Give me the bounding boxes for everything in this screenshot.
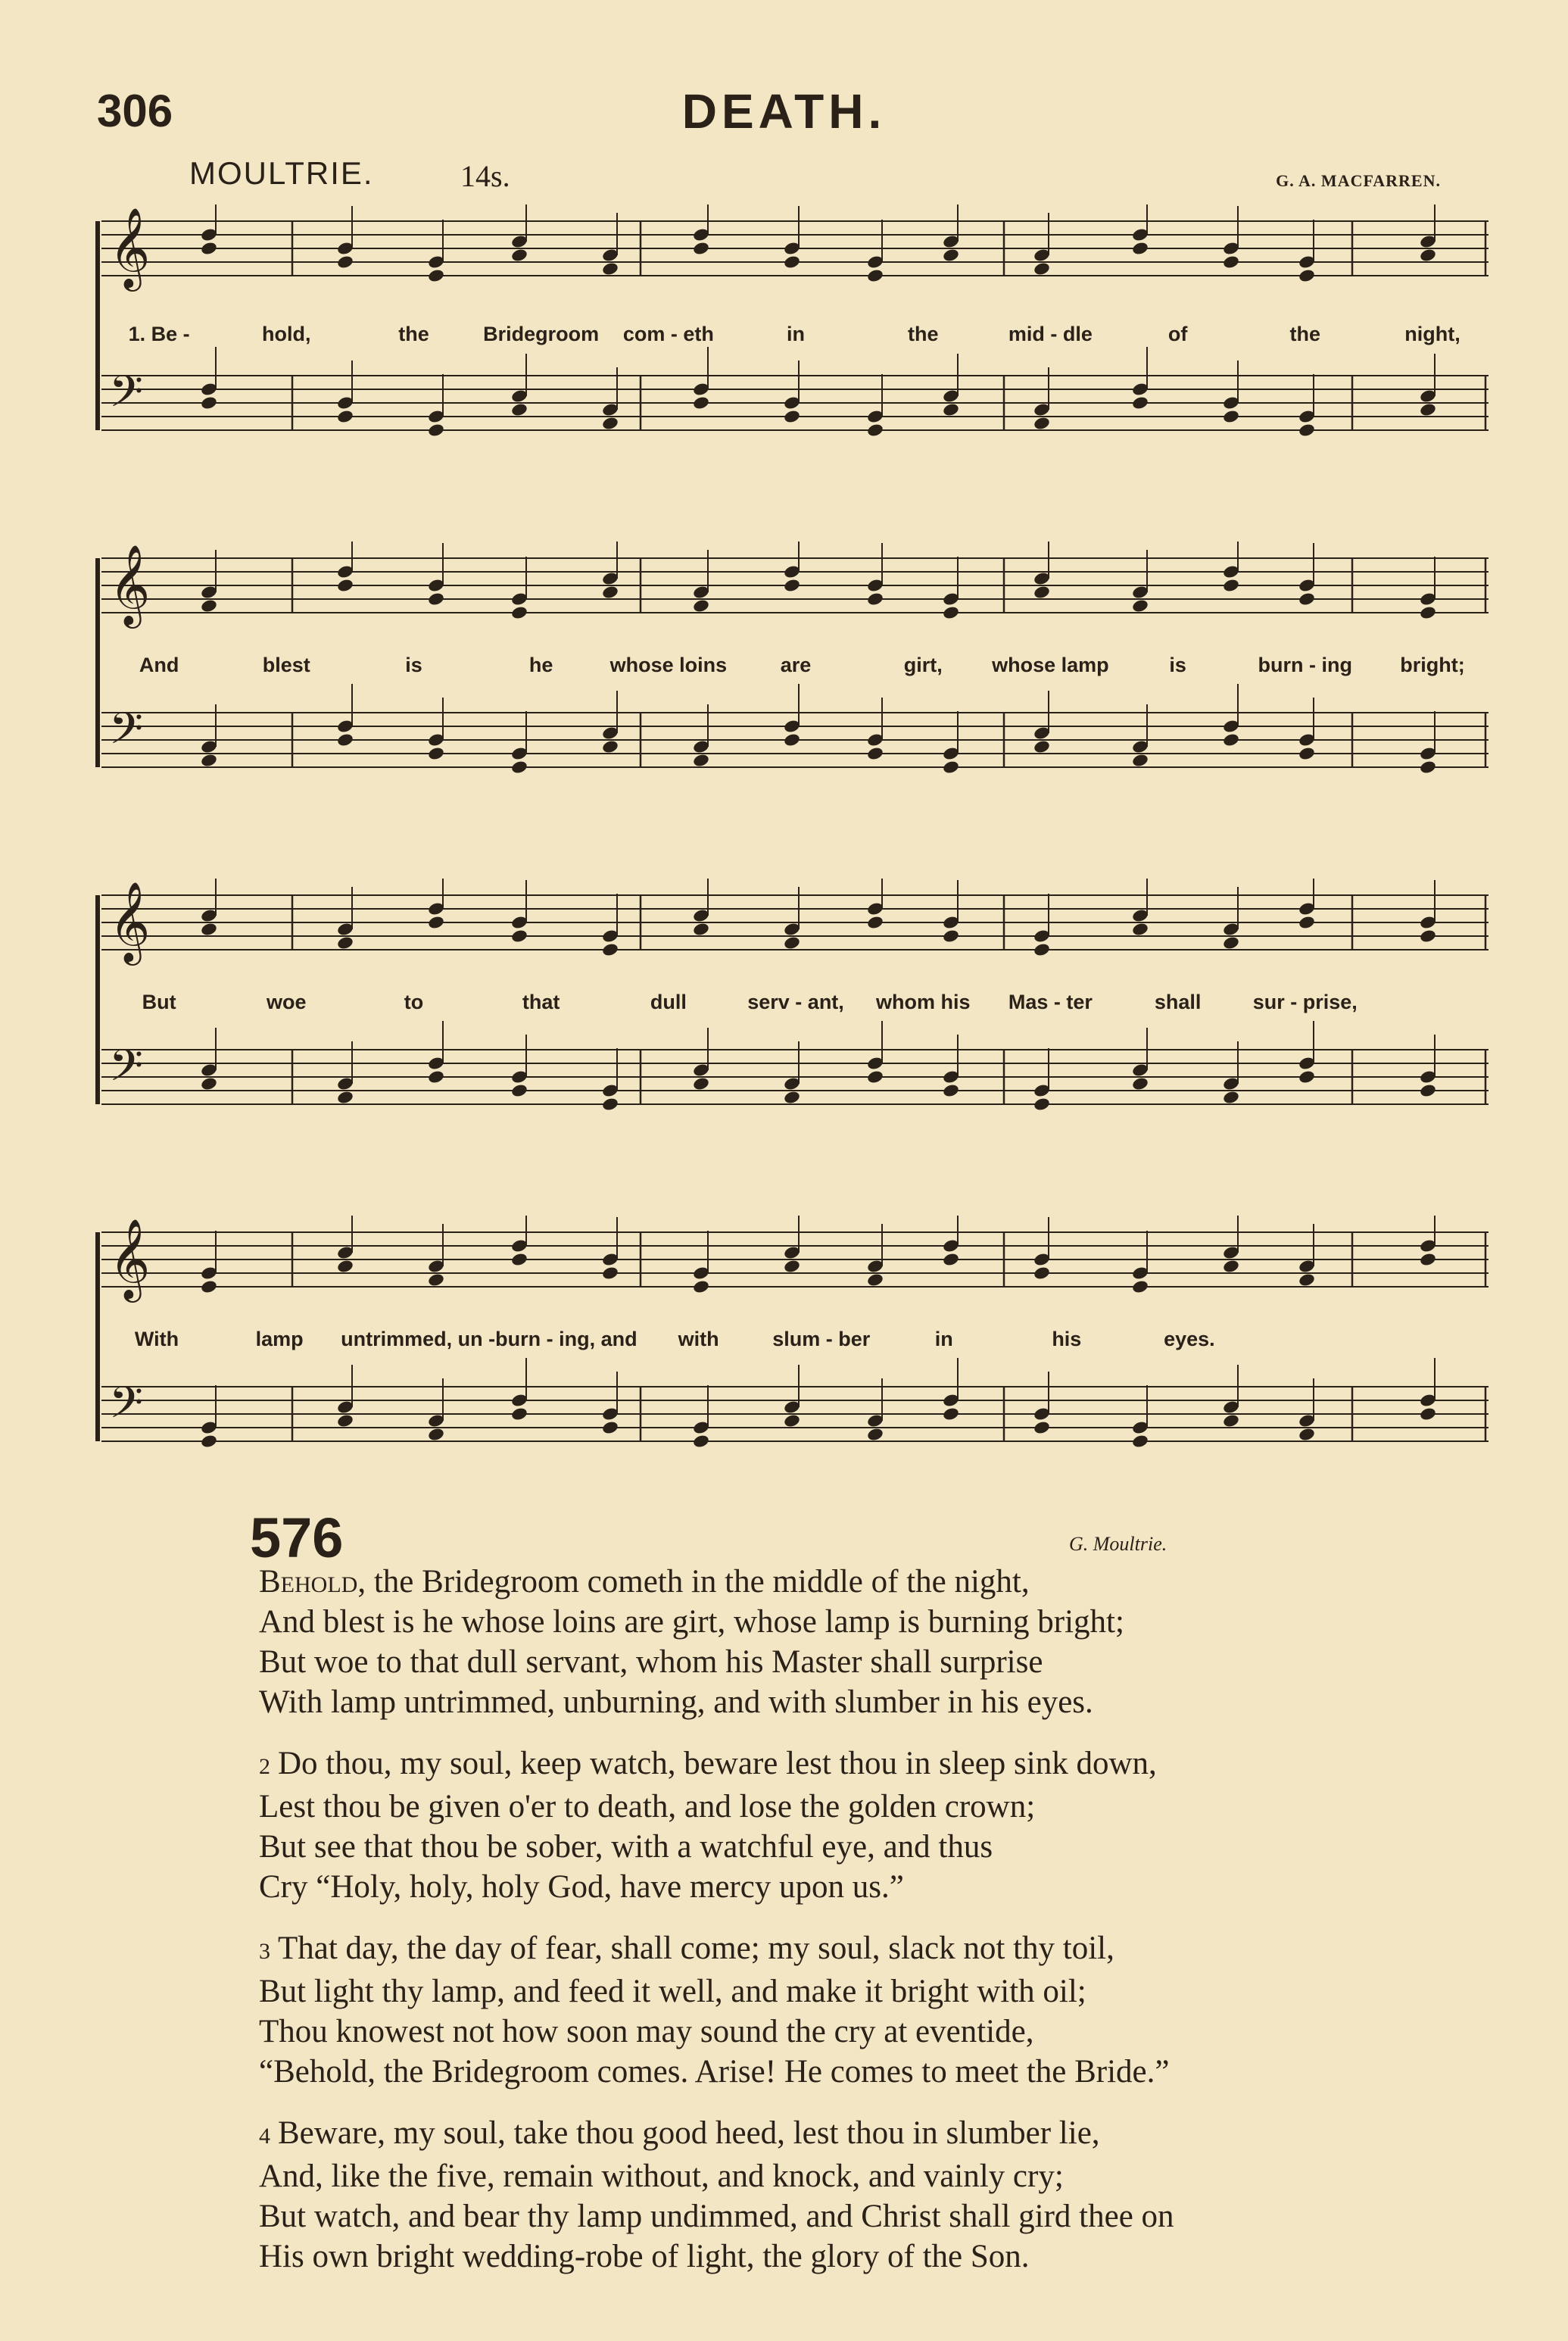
section-title: DEATH. [681,84,887,139]
lyric-syllable [1373,1328,1496,1351]
music-staff-graphic [95,204,1496,492]
note-head [1131,1434,1149,1449]
note-head [783,1259,801,1274]
lyric-syllable: to [404,991,424,1013]
lyric-syllable: dull [650,991,687,1013]
verse-line: His own bright wedding-robe of light, the glory of the Son. [259,2239,1030,2274]
note-head [692,1076,710,1091]
stanza-number: 4 [259,2124,270,2149]
lyric-syllable: bright; [1400,654,1465,676]
note-head [942,1252,960,1267]
note-head [601,1097,619,1112]
verse-line: But see that thou be sober, with a watchful eye, and thus [259,1829,993,1865]
note-head [1419,1083,1437,1098]
note-head [336,1090,354,1105]
note-head [1298,746,1316,761]
note-head [1222,578,1240,593]
tune-name: MOULTRIE. [189,155,374,191]
hymn-number: 576 [250,1506,344,1569]
lyric-syllable: 1. Be - [128,323,190,345]
lyric-syllable: Bridegroom [483,323,600,345]
note-head [200,1076,218,1091]
lyric-syllable: untrimmed, un - [341,1328,496,1350]
note-head [200,753,218,768]
note-head [1033,1420,1051,1435]
note-head [510,1252,528,1267]
verse-line [259,1562,1508,1602]
note-head [942,1083,960,1098]
note-head [866,268,884,283]
lyric-syllable: is [1169,654,1186,676]
note-head [1222,254,1240,270]
note-head [601,942,619,957]
lyric-syllable: hold, [262,323,311,345]
hymn-verses [259,1562,1508,2298]
note-head [200,241,218,256]
note-head [942,402,960,417]
note-head [427,1069,445,1085]
note-head [1033,1097,1051,1112]
note-head [1033,261,1051,276]
note-head [510,248,528,263]
music-staff-graphic [95,1216,1496,1503]
page-number: 306 [97,86,173,136]
note-head [200,395,218,410]
note-head [1298,423,1316,438]
note-head [783,732,801,748]
lyric-syllable: are [780,654,812,676]
note-head [783,1090,801,1105]
note-head [692,1279,710,1294]
note-head [1298,268,1316,283]
verse-line: Cry “Holy, holy, holy God, have mercy upon us.” [259,1869,904,1905]
note-head [601,585,619,600]
lyric-syllable: mid - dle [1008,323,1093,345]
note-head [866,1272,884,1288]
note-head [1222,732,1240,748]
note-head [942,248,960,263]
verse-line: But watch, and bear thy lamp undimmed, and Christ shall gird thee on [259,2199,1174,2234]
note-head [601,1420,619,1435]
note-head [1419,1252,1437,1267]
first-word: Behold, [259,1564,366,1600]
note-head [866,591,884,607]
note-head [200,1279,218,1294]
note-head [1419,402,1437,417]
meter-label: 14s. [460,159,510,193]
verse-line-text: Beware, my soul, take thou good heed, lest thou in slumber lie, [278,2115,1100,2151]
verse-line: Thou knowest not how soon may sound the cry at eventide, [259,2014,1034,2049]
verse-line [259,2113,1508,2156]
lyric-syllable: Mas - ter [1008,991,1093,1013]
verse-line: But woe to that dull servant, whom his Master shall surprise [259,1644,1043,1680]
composer-name: G. A. MACFARREN. [1276,171,1441,190]
note-head [427,423,445,438]
note-head [427,746,445,761]
note-head [1222,409,1240,424]
verse-line [259,1743,1508,1787]
lyric-syllable: whom his [875,991,971,1013]
note-head [1222,1413,1240,1428]
note-head [866,423,884,438]
verse-line: With lamp untrimmed, unburning, and with slumber in his eyes. [259,1684,1093,1720]
note-head [1298,591,1316,607]
note-head [783,578,801,593]
note-head [336,578,354,593]
music-system-3 [95,879,1496,1166]
note-head [510,1406,528,1422]
stanza-number: 2 [259,1754,270,1779]
lyric-syllable: serv - ant, [747,991,844,1013]
treble-clef-icon: 𝄞 [109,881,151,962]
note-head [336,1413,354,1428]
treble-clef-icon: 𝄞 [109,207,151,288]
lyric-syllable: he [528,654,553,676]
lyric-syllable [1369,991,1496,1014]
lyric-syllable: burn - ing, and [495,1328,637,1350]
note-head [510,929,528,944]
lyric-syllable: com - eth [622,323,714,345]
note-head [1298,1069,1316,1085]
note-head [427,268,445,283]
stanza-4 [259,2113,1508,2277]
note-head [1298,915,1316,930]
note-head [783,254,801,270]
note-head [1419,760,1437,775]
verse-line: But light thy lamp, and feed it well, and make it bright with oil; [259,1974,1086,2009]
note-head [1298,1427,1316,1442]
note-head [1033,739,1051,754]
note-head [692,395,710,410]
music-staff-graphic [95,542,1496,829]
note-head [1033,416,1051,431]
lyric-syllable: eyes. [1164,1328,1215,1350]
verse-line: And blest is he whose loins are girt, whose lamp is burning bright; [259,1604,1124,1640]
music-system-4 [95,1216,1496,1503]
note-head [1131,1279,1149,1294]
lyric-syllable [1251,1328,1373,1351]
note-head [1419,929,1437,944]
lyric-syllable: shall [1154,991,1202,1013]
note-head [510,402,528,417]
bass-clef-icon: 𝄢 [109,366,144,428]
lyric-syllable: in [787,323,806,345]
note-head [1033,585,1051,600]
note-head [866,746,884,761]
note-head [783,935,801,950]
note-head [1222,1090,1240,1105]
treble-clef-icon: 𝄞 [109,1218,151,1299]
lyric-syllable: with [678,1328,719,1350]
note-head [1033,1266,1051,1281]
lyric-syllable: whose lamp [992,654,1109,676]
lyric-syllable: lamp [255,1328,304,1350]
lyrics-line [95,1328,1496,1351]
verse-line-text: Do thou, my soul, keep watch, beware lest thou in sleep sink down, [278,1746,1157,1781]
lyric-syllable: slum - ber [772,1328,871,1350]
lyric-syllable: But [142,991,176,1013]
note-head [510,605,528,620]
lyric-syllable: sur - prise, [1252,991,1358,1013]
note-head [601,261,619,276]
lyric-syllable: night, [1404,323,1460,345]
note-head [1131,598,1149,613]
music-staff-graphic [95,879,1496,1166]
bass-clef-icon: 𝄢 [109,1377,144,1439]
stanza-1 [259,1562,1508,1722]
note-head [427,1427,445,1442]
verse-line: And, like the five, remain without, and knock, and vainly cry; [259,2158,1064,2194]
verse-line: “Behold, the Bridegroom comes. Arise! He comes to meet the Bride.” [259,2054,1170,2090]
note-head [1131,753,1149,768]
note-head [692,922,710,937]
note-head [783,1413,801,1428]
note-head [1419,1406,1437,1422]
note-head [1222,935,1240,950]
verse-line [259,1928,1508,1971]
note-head [866,1069,884,1085]
lyrics-line [95,991,1496,1014]
stanza-3 [259,1928,1508,2092]
lyric-syllable: that [522,991,560,1013]
verse-line-text: the Bridegroom cometh in the middle of the night, [373,1564,1030,1600]
note-head [866,915,884,930]
lyric-syllable: And [139,654,179,676]
note-head [692,241,710,256]
note-head [336,254,354,270]
note-head [336,1259,354,1274]
lyric-syllable: in [934,1328,953,1350]
lyric-syllable: girt, [903,654,943,676]
note-head [1131,922,1149,937]
note-head [1419,248,1437,263]
note-head [427,1272,445,1288]
verse-line: Lest thou be given o'er to death, and lose the golden crown; [259,1789,1036,1824]
note-head [200,922,218,937]
note-head [866,1427,884,1442]
note-head [427,915,445,930]
note-head [1222,1259,1240,1274]
lyric-syllable: his [1052,1328,1082,1350]
note-head [200,1434,218,1449]
note-head [1131,1076,1149,1091]
note-head [200,598,218,613]
lyric-syllable: woe [267,991,307,1013]
hymn-author: G. Moultrie. [1069,1533,1167,1555]
lyric-syllable: burn - ing [1258,654,1353,676]
lyric-syllable: blest [262,654,310,676]
note-head [336,935,354,950]
lyric-syllable: the [907,323,939,345]
lyric-syllable: the [1289,323,1321,345]
lyrics-line [95,654,1496,677]
note-head [336,732,354,748]
note-head [1131,395,1149,410]
note-head [692,598,710,613]
note-head [427,591,445,607]
verse-line-text: That day, the day of fear, shall come; my soul, slack not thy toil, [278,1931,1114,1966]
note-head [692,1434,710,1449]
lyric-syllable: whose loins [609,654,728,676]
treble-clef-icon: 𝄞 [109,544,151,625]
note-head [510,1083,528,1098]
note-head [942,605,960,620]
note-head [1298,1272,1316,1288]
lyric-syllable: With [134,1328,179,1350]
note-head [601,739,619,754]
note-head [942,929,960,944]
bass-clef-icon: 𝄢 [109,1040,144,1102]
note-head [942,1406,960,1422]
stanza-number: 3 [259,1939,270,1964]
note-head [783,409,801,424]
note-head [510,760,528,775]
note-head [692,753,710,768]
note-head [336,409,354,424]
note-head [1131,241,1149,256]
stanza-2 [259,1743,1508,1907]
note-head [601,1266,619,1281]
note-head [1419,605,1437,620]
bass-clef-icon: 𝄢 [109,703,144,765]
lyric-syllable: the [398,323,429,345]
note-head [942,760,960,775]
lyric-syllable: of [1167,323,1188,345]
music-system-1 [95,204,1496,492]
note-head [601,416,619,431]
music-system-2 [95,542,1496,829]
lyrics-line [95,323,1496,346]
note-head [1033,942,1051,957]
lyric-syllable: is [405,654,422,676]
